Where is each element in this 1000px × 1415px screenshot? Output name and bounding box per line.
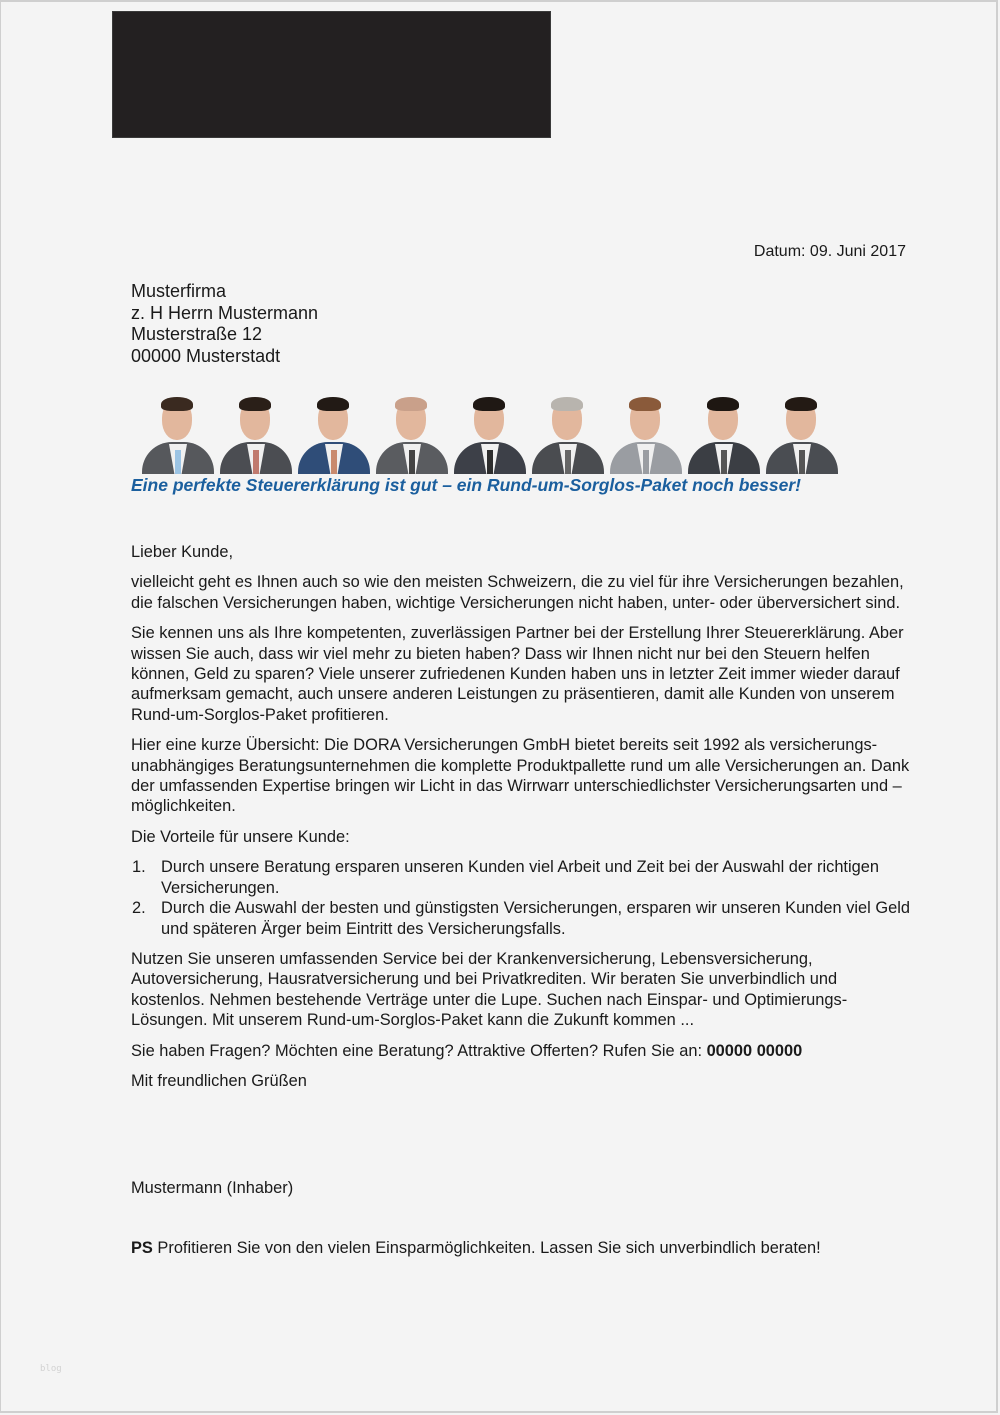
team-member-photo	[452, 396, 528, 474]
recipient-city: 00000 Musterstadt	[131, 345, 281, 366]
team-member-photo	[764, 396, 840, 474]
team-member-photo	[140, 396, 216, 474]
tagline: Eine perfekte Steuererklärung ist gut – ein Rund-um-Sorglos-Paket noch besser!	[131, 475, 802, 495]
team-photo-strip	[140, 396, 840, 474]
benefit-number: 2.	[132, 899, 146, 918]
ps-label: PS	[131, 1239, 153, 1257]
team-member-photo	[608, 396, 684, 474]
letter-date: Datum: 09. Juni 2017	[753, 243, 906, 260]
phone-number: 00000 00000	[706, 1041, 803, 1060]
salutation: Lieber Kunde,	[131, 543, 234, 561]
team-member-photo	[296, 396, 372, 474]
paragraph-overview: Hier eine kurze Übersicht: Die DORA Versicherungen GmbH bietet bereits seit 1992 als versicherungs-unabhängiges Beratungsunternehmen die komplette Produktpallette rund um alle Versicherungen an. Dank der umfassenden Expertise bringen wir Licht in das Wirrwarr unterschiedlichster Versicherungsarten und –möglichkeiten.	[131, 736, 910, 816]
paragraph-contact	[131, 1041, 911, 1061]
team-member-photo	[530, 396, 606, 474]
team-member-photo	[218, 396, 294, 474]
recipient-address	[131, 281, 318, 367]
benefit-item	[131, 898, 911, 939]
letter-body	[131, 542, 911, 1101]
recipient-street: Musterstraße 12	[131, 324, 263, 344]
recipient-company: Musterfirma	[131, 281, 227, 301]
team-member-photo	[374, 396, 450, 474]
signature: Mustermann (Inhaber)	[131, 1179, 294, 1197]
contact-text: Sie haben Fragen? Möchten eine Beratung? Attraktive Offerten? Rufen Sie an:	[131, 1041, 707, 1060]
benefit-item	[131, 857, 911, 898]
closing: Mit freundlichen Grüßen	[131, 1071, 307, 1090]
benefit-number: 1.	[132, 858, 146, 877]
paragraph-service: Nutzen Sie unseren umfassenden Service bei der Krankenversicherung, Lebensversicherung, Autoversicherung, Hausratversicherung und bei Privatkrediten. Wir beraten Sie unverbindlich und kostenlos. Nehmen bestehende Verträge unter die Lupe. Suchen nach Einspar- und Optimierungs-Lösungen. Mit unserem Rund-um-Sorglos-Paket kann die Zukunft kommen ...	[131, 949, 848, 1030]
paragraph-intro: vielleicht geht es Ihnen auch so wie den meisten Schweizern, die zu viel für ihre Versicherungen bezahlen, die falschen Versicherungen haben, wichtige Versicherungen nicht haben, unter- oder überversichert sind.	[131, 573, 904, 612]
team-member-photo	[686, 396, 762, 474]
paragraph-partner: Sie kennen uns als Ihre kompetenten, zuverlässigen Partner bei der Erstellung Ihrer Steuererklärung. Aber wissen Sie auch, dass wir viel mehr zu bieten haben? Dass wir Ihnen nicht nur bei den Steuern helfen können, Geld zu sparen? Viele unserer zufriedenen Kunden haben uns in letzter Zeit immer wieder darauf aufmerksam gemacht, auch unsere anderen Leistungen zu präsentieren, damit alle Kunden von unserem Rund-um-Sorglos-Paket profitieren.	[131, 624, 904, 724]
benefit-text: Durch unsere Beratung ersparen unseren Kunden viel Arbeit und Zeit bei der Auswahl der richtigen Versicherungen.	[161, 858, 879, 897]
ps-text: Profitieren Sie von den vielen Einsparmöglichkeiten. Lassen Sie sich unverbindlich beraten!	[152, 1239, 821, 1257]
postscript	[131, 1239, 821, 1258]
recipient-attention: z. H Herrn Mustermann	[131, 302, 319, 323]
logo-placeholder	[112, 11, 551, 138]
benefits-list	[131, 857, 911, 939]
watermark: blog	[40, 1364, 62, 1374]
benefit-text: Durch die Auswahl der besten und günstigsten Versicherungen, ersparen wir unseren Kunden viel Geld und späteren Ärger beim Eintritt des Versicherungsfalls.	[161, 899, 910, 938]
benefits-heading: Die Vorteile für unsere Kunde:	[131, 827, 350, 846]
